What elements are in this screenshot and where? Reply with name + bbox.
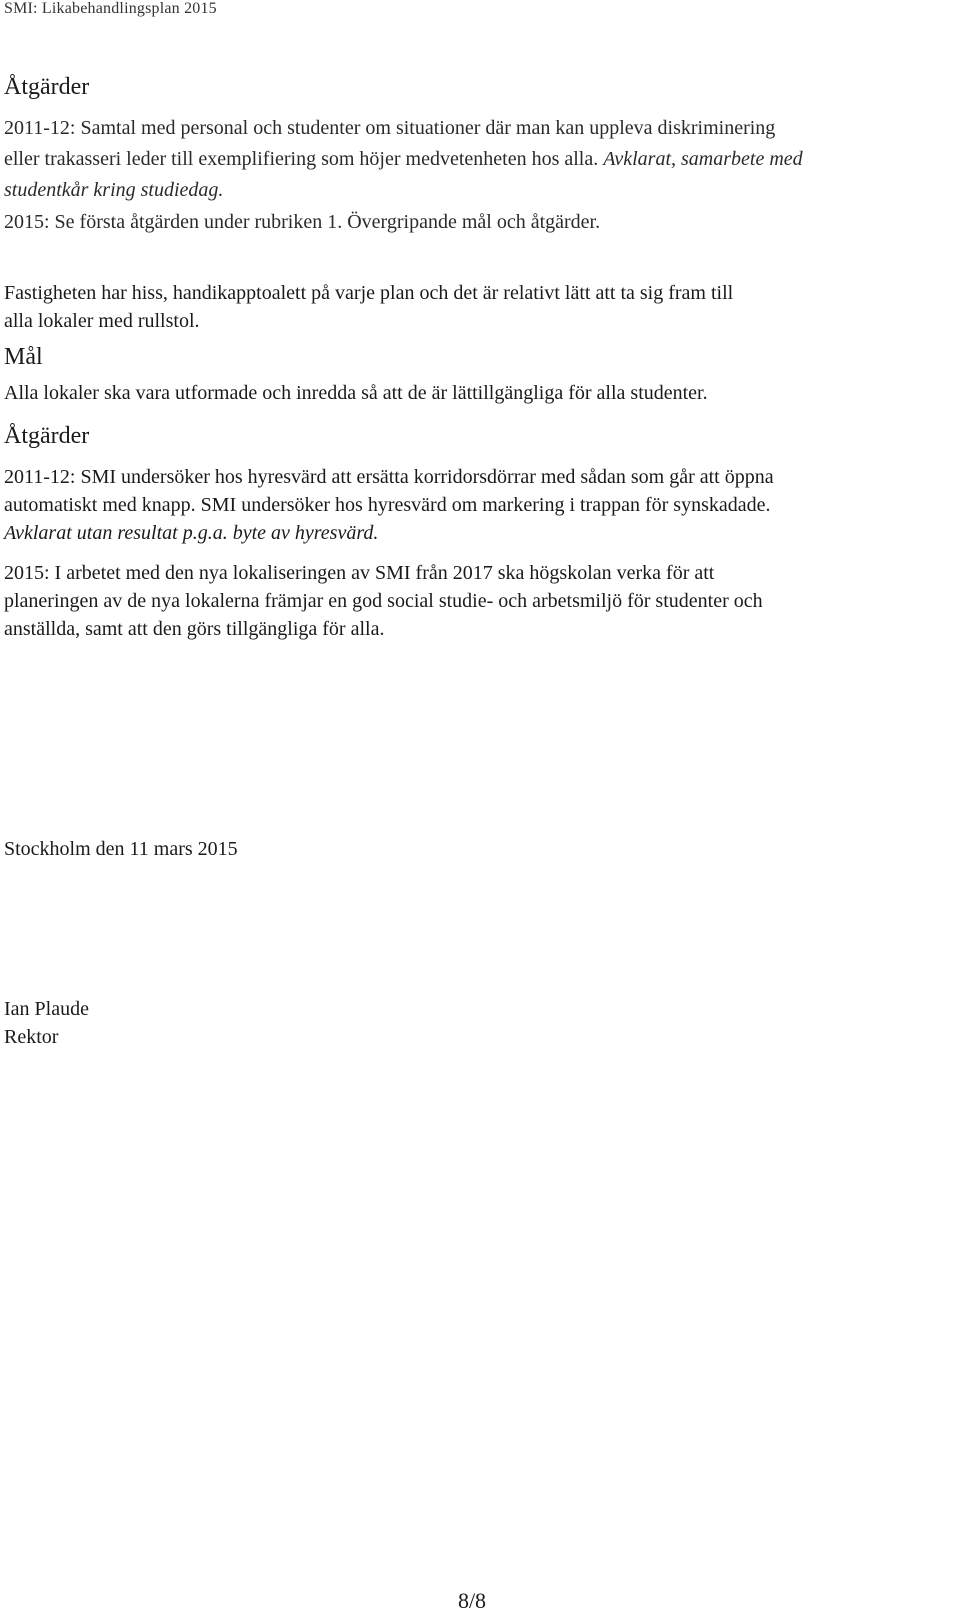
status-note: Avklarat, samarbete med	[603, 148, 803, 170]
page-number: 8/8	[457, 1588, 487, 1613]
actions-heading: Åtgärder	[4, 423, 90, 449]
goal-heading: Mål	[4, 344, 43, 370]
paragraph-line: 2011-12: Samtal med personal och studenter om situationer där man kan uppleva diskriminering	[4, 117, 776, 139]
action-line: 2015: I arbetet med den nya lokaliseringen av SMI från 2017 ska högskolan verka för att	[4, 562, 715, 584]
section-heading-atgarder: Åtgärder	[4, 74, 90, 100]
paragraph-text: eller trakasseri leder till exemplifiering som höjer medvetenheten hos alla.	[4, 148, 604, 170]
signer-name: Ian Plaude	[4, 998, 89, 1020]
running-header: SMI: Likabehandlingsplan 2015	[4, 0, 217, 17]
signer-title: Rektor	[4, 1026, 59, 1048]
intro-line: Fastigheten har hiss, handikapptoalett på varje plan och det är relativt lätt att ta sig fram till	[4, 282, 734, 304]
paragraph-line: 2015: Se första åtgärden under rubriken 1. Övergripande mål och åtgärder.	[4, 211, 601, 233]
paragraph-line	[4, 144, 934, 175]
status-note: studentkår kring studiedag.	[4, 179, 224, 201]
action-line: anställda, samt att den görs tillgängliga för alla.	[4, 618, 385, 640]
goal-text: Alla lokaler ska vara utformade och inredda så att de är lättillgängliga för alla studenter.	[4, 382, 708, 404]
action-line: planeringen av de nya lokalerna främjar en god social studie- och arbetsmiljö för studenter och	[4, 590, 763, 612]
status-note: Avklarat utan resultat p.g.a. byte av hyresvärd.	[4, 522, 379, 544]
action-line: 2011-12: SMI undersöker hos hyresvärd att ersätta korridorsdörrar med sådan som går att öppna	[4, 466, 774, 488]
intro-line: alla lokaler med rullstol.	[4, 310, 200, 332]
action-line: automatiskt med knapp. SMI undersöker hos hyresvärd om markering i trappan för synskadade.	[4, 494, 771, 516]
place-date: Stockholm den 11 mars 2015	[4, 838, 238, 860]
